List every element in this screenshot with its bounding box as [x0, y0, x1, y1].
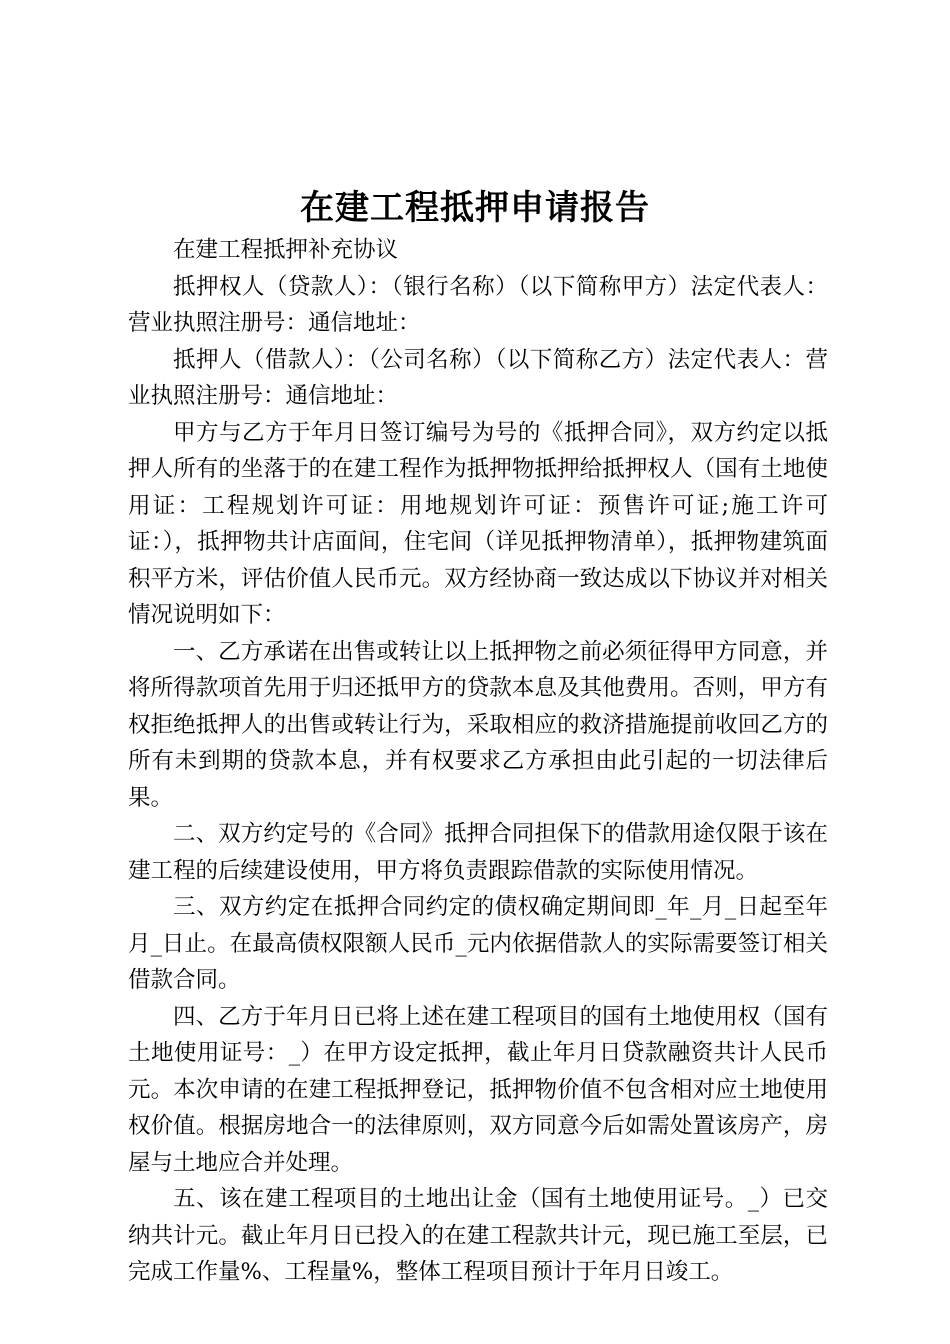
document-body: [128, 232, 828, 1291]
paragraph-clause-1: 一、乙方承诺在出售或转让以上抵押物之前必须征得甲方同意，并将所得款项首先用于归还抵甲方的贷款本息及其他费用。否则，甲方有权拒绝抵押人的出售或转让行为，采取相应的救济措施提前收回乙方的所有未到期的贷款本息，并有权要求乙方承担由此引起的一切法律后果。: [128, 638, 828, 811]
paragraph-heading: 在建工程抵押补充协议: [173, 237, 399, 263]
paragraph-mortgagee: 抵押权人（贷款人）：（银行名称）（以下简称甲方）法定代表人：营业执照注册号：通信地址：: [128, 273, 828, 336]
document-title: 在建工程抵押申请报告: [300, 188, 650, 228]
paragraph-clause-5: 五、该在建工程项目的土地出让金（国有土地使用证号。_）已交纳共计元。截止年月日已投入的在建工程款共计元，现已施工至层，已完成工作量%、工程量%，整体工程项目预计于年月日竣工。: [128, 1186, 828, 1285]
paragraph-clause-3: 三、双方约定在抵押合同约定的债权确定期间即_年_月_日起至年月_日止。在最高债权限额人民币_元内依据借款人的实际需要签订相关借款合同。: [128, 894, 828, 993]
paragraph-clause-4: 四、乙方于年月日已将上述在建工程项目的国有土地使用权（国有土地使用证号：_）在甲方设定抵押，截止年月日贷款融资共计人民币元。本次申请的在建工程抵押登记，抵押物价值不包含相对应土地使用权价值。根据房地合一的法律原则，双方同意今后如需处置该房产，房屋与土地应合并处理。: [128, 1003, 828, 1176]
paragraph-preamble: 甲方与乙方于年月日签订编号为号的《抵押合同》，双方约定以抵押人所有的坐落于的在建工程作为抵押物抵押给抵押权人（国有土地使用证：工程规划许可证：用地规划许可证：预售许可证;施工许可证：），抵押物共计店面间，住宅间（详见抵押物清单），抵押物建筑面积平方米，评估价值人民币元。双方经协商一致达成以下协议并对相关情况说明如下：: [128, 419, 828, 628]
paragraph-mortgagor: 抵押人（借款人）：（公司名称）（以下简称乙方）法定代表人：营业执照注册号：通信地址：: [128, 346, 828, 409]
paragraph-clause-2: 二、双方约定号的《合同》抵押合同担保下的借款用途仅限于该在建工程的后续建设使用，甲方将负责跟踪借款的实际使用情况。: [128, 821, 828, 884]
